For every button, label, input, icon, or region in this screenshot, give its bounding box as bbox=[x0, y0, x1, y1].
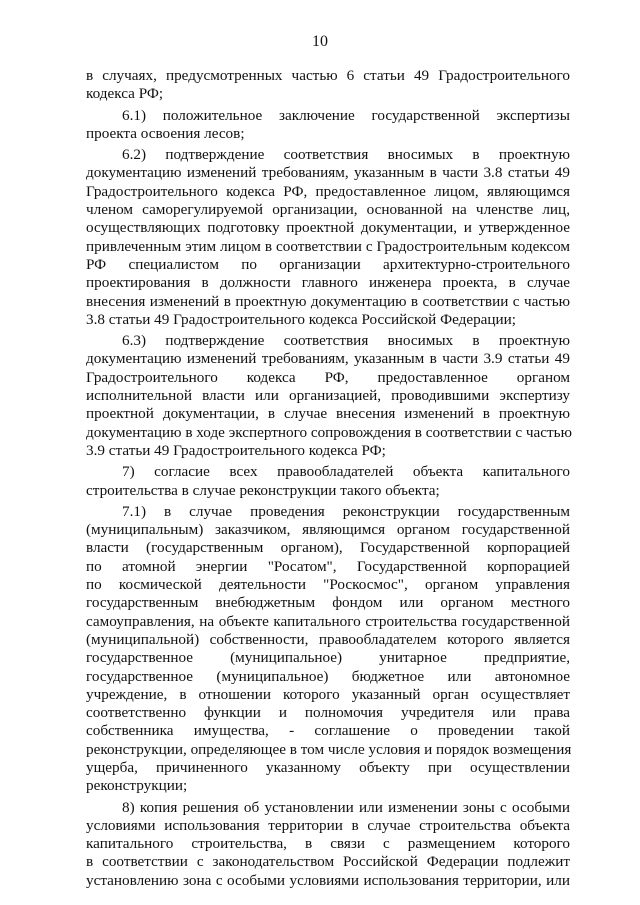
text-line: строительства в случае реконструкции такого объекта; bbox=[86, 481, 440, 499]
text-line: в соответствии с законодательством Российской Федерации подлежит bbox=[86, 853, 570, 871]
text-line: документацию изменений требованиям, указанным в части 3.9 статьи 49 bbox=[86, 350, 570, 368]
text-line: по атомной энергии "Росатом", Государственной корпорацией bbox=[86, 557, 570, 575]
text-line: условиями использования территории в случае строительства объекта bbox=[86, 816, 570, 834]
text-line: соответственно функции и полномочия учредителя или права bbox=[86, 704, 570, 722]
text-line: Градостроительного кодекса РФ, предоставленное лицом, являющимся bbox=[86, 182, 570, 200]
text-line: проектной документации, в случае внесения изменений в проектную bbox=[86, 405, 570, 423]
text-line: реконструкции, определяющее в том числе условия и порядок возмещения bbox=[86, 740, 572, 758]
text-line: капитального строительства, в связи с размещением которого bbox=[86, 835, 570, 853]
text-line: РФ специалистом по организации архитектурно-строительного bbox=[86, 255, 570, 273]
text-line: собственника имущества, - соглашение о проведении такой bbox=[86, 722, 570, 740]
text-line: в случаях, предусмотренных частью 6 статьи 49 Градостроительного bbox=[86, 67, 570, 84]
text-line: государственное (муниципальное) бюджетное или автономное bbox=[86, 667, 570, 685]
text-line: внесения изменений в проектную документацию в соответствии с частью bbox=[86, 292, 570, 310]
text-line: власти (государственным органом), Государственной корпорацией bbox=[86, 539, 570, 557]
text-line: реконструкции; bbox=[86, 777, 188, 795]
text-line: 6.2) подтверждение соответствия вносимых в проектную bbox=[122, 146, 570, 164]
text-line: самоуправления, на объекте капитального строительства государственной bbox=[86, 612, 570, 630]
text-line: установлению зона с особыми условиями использования территории, или bbox=[86, 871, 570, 889]
body-text bbox=[86, 67, 570, 890]
page-number: 10 bbox=[312, 33, 328, 50]
text-line: 7) согласие всех правообладателей объекта капитального bbox=[122, 463, 570, 481]
text-line: по космической деятельности "Роскосмос", органом управления bbox=[86, 576, 570, 594]
text-line: привлеченным этим лицом в соответствии с Градостроительным кодексом bbox=[86, 237, 570, 255]
text-line: проектирования в должности главного инженера проекта, в случае bbox=[86, 274, 570, 292]
text-line: членом саморегулируемой организации, основанной на членстве лиц, bbox=[86, 201, 570, 219]
text-line: документацию изменений требованиям, указанным в части 3.8 статьи 49 bbox=[86, 164, 570, 182]
text-line: осуществляющих подготовку проектной документации, и утвержденное bbox=[86, 219, 570, 237]
text-line: 8) копия решения об установлении или изменении зоны с особыми bbox=[122, 798, 570, 816]
text-line: государственным внебюджетным фондом или органом местного bbox=[86, 594, 570, 612]
text-line: 3.9 статьи 49 Градостроительного кодекса РФ; bbox=[86, 441, 386, 459]
text-line: исполнительной власти или организацией, проводившими экспертизу bbox=[86, 387, 570, 405]
text-line: кодекса РФ; bbox=[86, 85, 164, 103]
text-line: 6.1) положительное заключение государственной экспертизы bbox=[122, 106, 570, 124]
text-line: проекта освоения лесов; bbox=[86, 124, 245, 142]
text-line: государственное (муниципальное) унитарное предприятие, bbox=[86, 649, 570, 667]
text-line: ущерба, причиненного указанному объекту при осуществлении bbox=[86, 758, 570, 776]
text-line: документацию в ходе экспертного сопровождения в соответствии с частью bbox=[86, 423, 572, 441]
text-line: 7.1) в случае проведения реконструкции государственным bbox=[122, 502, 570, 520]
text-line: 6.3) подтверждение соответствия вносимых в проектную bbox=[122, 332, 570, 350]
text-line: (муниципальным) заказчиком, являющимся органом государственной bbox=[86, 521, 570, 539]
text-line: (муниципальной) собственности, правообладателем которого является bbox=[86, 630, 570, 648]
text-line: Градостроительного кодекса РФ, предоставленное органом bbox=[86, 368, 570, 386]
text-line: 3.8 статьи 49 Градостроительного кодекса Российской Федерации; bbox=[86, 310, 517, 328]
text-line: учреждение, в отношении которого указанный орган осуществляет bbox=[86, 685, 570, 703]
